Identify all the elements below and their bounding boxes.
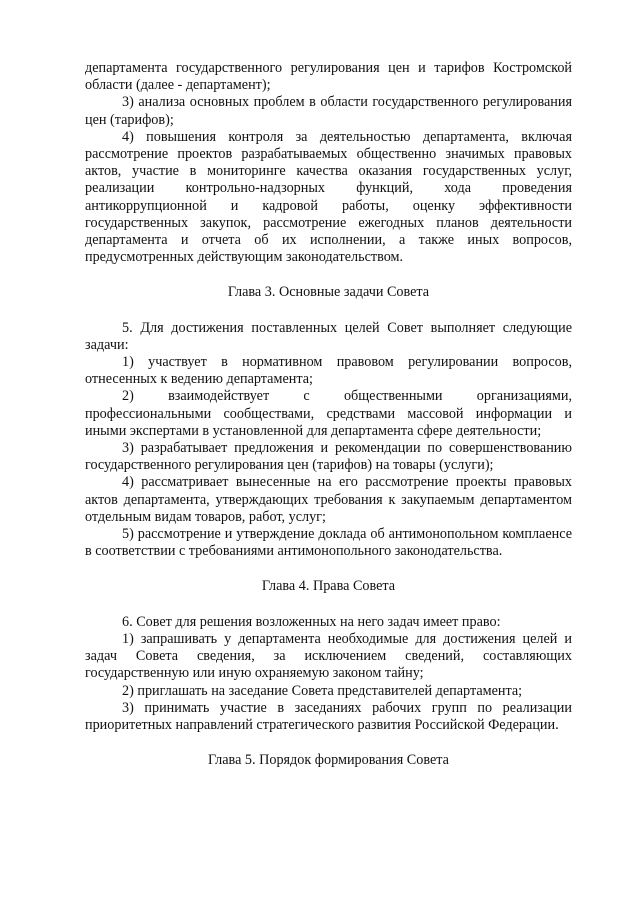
chapter-3-heading: Глава 3. Основные задачи Совета — [227, 284, 430, 301]
right-item-1: 1) запрашивать у департамента необходимые для достижения целей и задач Совета сведения, за исключением сведений, составляющих государственную или иную охраняемую законом тайну; — [85, 630, 572, 682]
paragraph-continued: департамента государственного регулирования цен и тарифов Костромской области (далее - департамент); — [85, 60, 572, 94]
task-item-1: 1) участвует в нормативном правовом регулировании вопросов, отнесенных к ведению департамента; — [85, 354, 572, 388]
chapter-5-heading: Глава 5. Порядок формирования Совета — [208, 752, 449, 769]
right-item-2: 2) приглашать на заседание Совета представителей департамента; — [122, 682, 523, 699]
paragraph-5: 5. Для достижения поставленных целей Совет выполняет следующие задачи: — [85, 319, 572, 353]
paragraph-6: 6. Совет для решения возложенных на него задач имеет право: — [122, 613, 501, 630]
task-item-3: 3) разрабатывает предложения и рекомендации по совершенствованию государственного регулирования цен (тарифов) на товары (услуги); — [85, 440, 572, 474]
task-item-2: 2) взаимодействует с общественными организациями, профессиональными сообществами, средствами массовой информации и иными экспертами в установленной для департамента сфере деятельности; — [85, 388, 572, 439]
right-item-3: 3) принимать участие в заседаниях рабочих групп по реализации приоритетных направлений стратегического развития Российской Федерации. — [85, 699, 572, 733]
document-page — [85, 60, 572, 769]
paragraph-item-3: 3) анализа основных проблем в области государственного регулирования цен (тарифов); — [85, 94, 572, 128]
task-item-5: 5) рассмотрение и утверждение доклада об антимонопольном комплаенсе в соответствии с требованиями антимонопольного законодательства. — [85, 526, 572, 560]
chapter-4-heading: Глава 4. Права Совета — [261, 578, 396, 595]
task-item-4: 4) рассматривает вынесенные на его рассмотрение проекты правовых актов департамента, утверждающих требования к закупаемым департаментом отдельным видам товаров, работ, услуг; — [85, 474, 572, 525]
paragraph-item-4: 4) повышения контроля за деятельностью департамента, включая рассмотрение проектов разрабатываемых общественно значимых правовых актов, участие в мониторинге качества оказания государственных услуг, реализации контрольно-надзорных функций, хода проведения антикоррупционной и кадровой работы, оценку эффективности государственных закупок, рассмотрение ежегодных планов деятельности департамента и отчета об их исполнении, а также иных вопросов, предусмотренных действующим законодательством. — [85, 128, 572, 266]
